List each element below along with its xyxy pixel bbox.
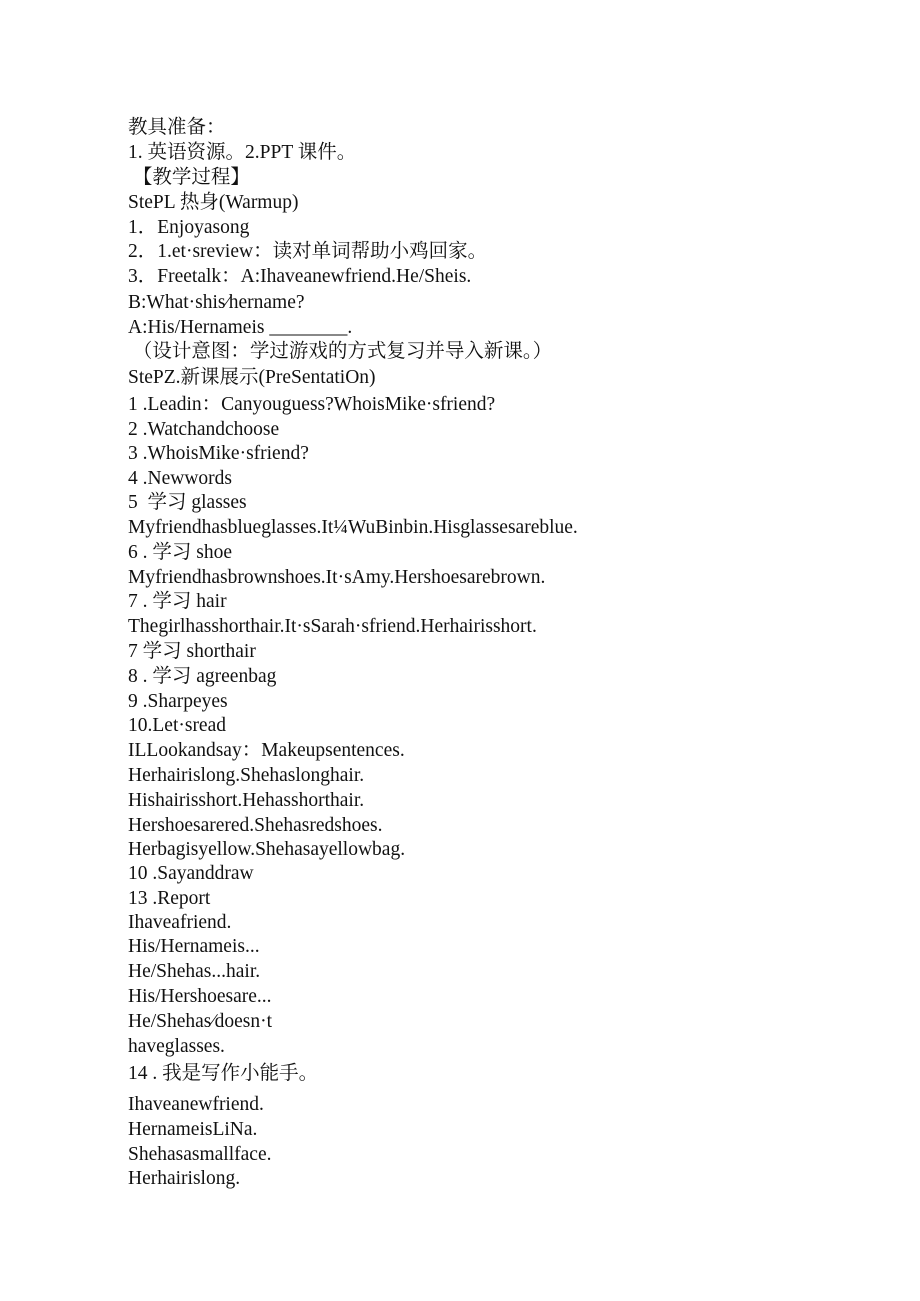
- text-line: 1 .Leadin：Canyouguess?WhoisMike·sfriend?: [128, 394, 496, 415]
- text-line: His/Hershoesare...: [128, 986, 272, 1007]
- text-line: 教具准备：: [128, 117, 226, 138]
- text-line: 5 学习 glasses: [128, 492, 247, 513]
- text-line: 2 .Watchandchoose: [128, 419, 280, 440]
- text-line: 7 学习 shorthair: [128, 641, 256, 662]
- text-line: Hershoesarered.Shehasredshoes.: [128, 815, 383, 836]
- text-line: Herbagisyellow.Shehasayellowbag.: [128, 839, 406, 860]
- text-line: He/Shehas...hair.: [128, 961, 261, 982]
- text-line: Ihaveanewfriend.: [128, 1094, 264, 1115]
- text-line: 7 . 学习 hair: [128, 591, 227, 612]
- text-line: 6 . 学习 shoe: [128, 542, 232, 563]
- text-line: Shehasasmallface.: [128, 1144, 272, 1165]
- text-line: He/Shehas∕doesn·t: [128, 1011, 273, 1032]
- text-line: 2．1.et·sreview：读对单词帮助小鸡回家。: [128, 241, 488, 262]
- text-line: Myfriendhasbrownshoes.It·sAmy.Hershoesarebrown.: [128, 567, 546, 588]
- text-line: StePZ.新课展示(PreSentatiOn): [128, 367, 376, 388]
- text-line: 13 .Report: [128, 888, 211, 909]
- text-line: 1．Enjoyasong: [128, 217, 250, 238]
- text-line: HernameisLiNa.: [128, 1119, 258, 1140]
- text-line: 【教学过程】: [128, 167, 250, 188]
- text-line: 3 .WhoisMike·sfriend?: [128, 443, 309, 464]
- text-line: （设计意图：学过游戏的方式复习并导入新课。）: [128, 341, 553, 362]
- text-line: ILLookandsay：Makeupsentences.: [128, 740, 405, 761]
- text-line: 14 . 我是写作小能手。: [128, 1063, 319, 1084]
- text-line: Herhairislong.Shehaslonghair.: [128, 765, 365, 786]
- text-line: A:His/Hernameis ________.: [128, 317, 353, 338]
- text-line: Myfriendhasblueglasses.It¼WuBinbin.Hisglassesareblue.: [128, 517, 578, 538]
- text-line: 10 .Sayanddraw: [128, 863, 254, 884]
- text-line: 10.Let·sread: [128, 715, 226, 736]
- text-line: 9 .Sharpeyes: [128, 691, 228, 712]
- text-line: 8 . 学习 agreenbag: [128, 666, 277, 687]
- text-line: Ihaveafriend.: [128, 912, 232, 933]
- text-line: His/Hernameis...: [128, 936, 260, 957]
- text-line: 4 .Newwords: [128, 468, 232, 489]
- text-line: 1. 英语资源。2.PPT 课件。: [128, 142, 357, 163]
- text-line: Hishairisshort.Hehasshorthair.: [128, 790, 365, 811]
- text-line: Thegirlhasshorthair.It·sSarah·sfriend.Herhairisshort.: [128, 616, 537, 637]
- text-line: B:What·shis∕hername?: [128, 292, 305, 313]
- text-line: 3．Freetalk：A:Ihaveanewfriend.He/Sheis.: [128, 266, 472, 287]
- text-line: Herhairislong.: [128, 1168, 241, 1189]
- text-line: StePL 热身(Warmup): [128, 192, 299, 213]
- text-line: haveglasses.: [128, 1036, 225, 1057]
